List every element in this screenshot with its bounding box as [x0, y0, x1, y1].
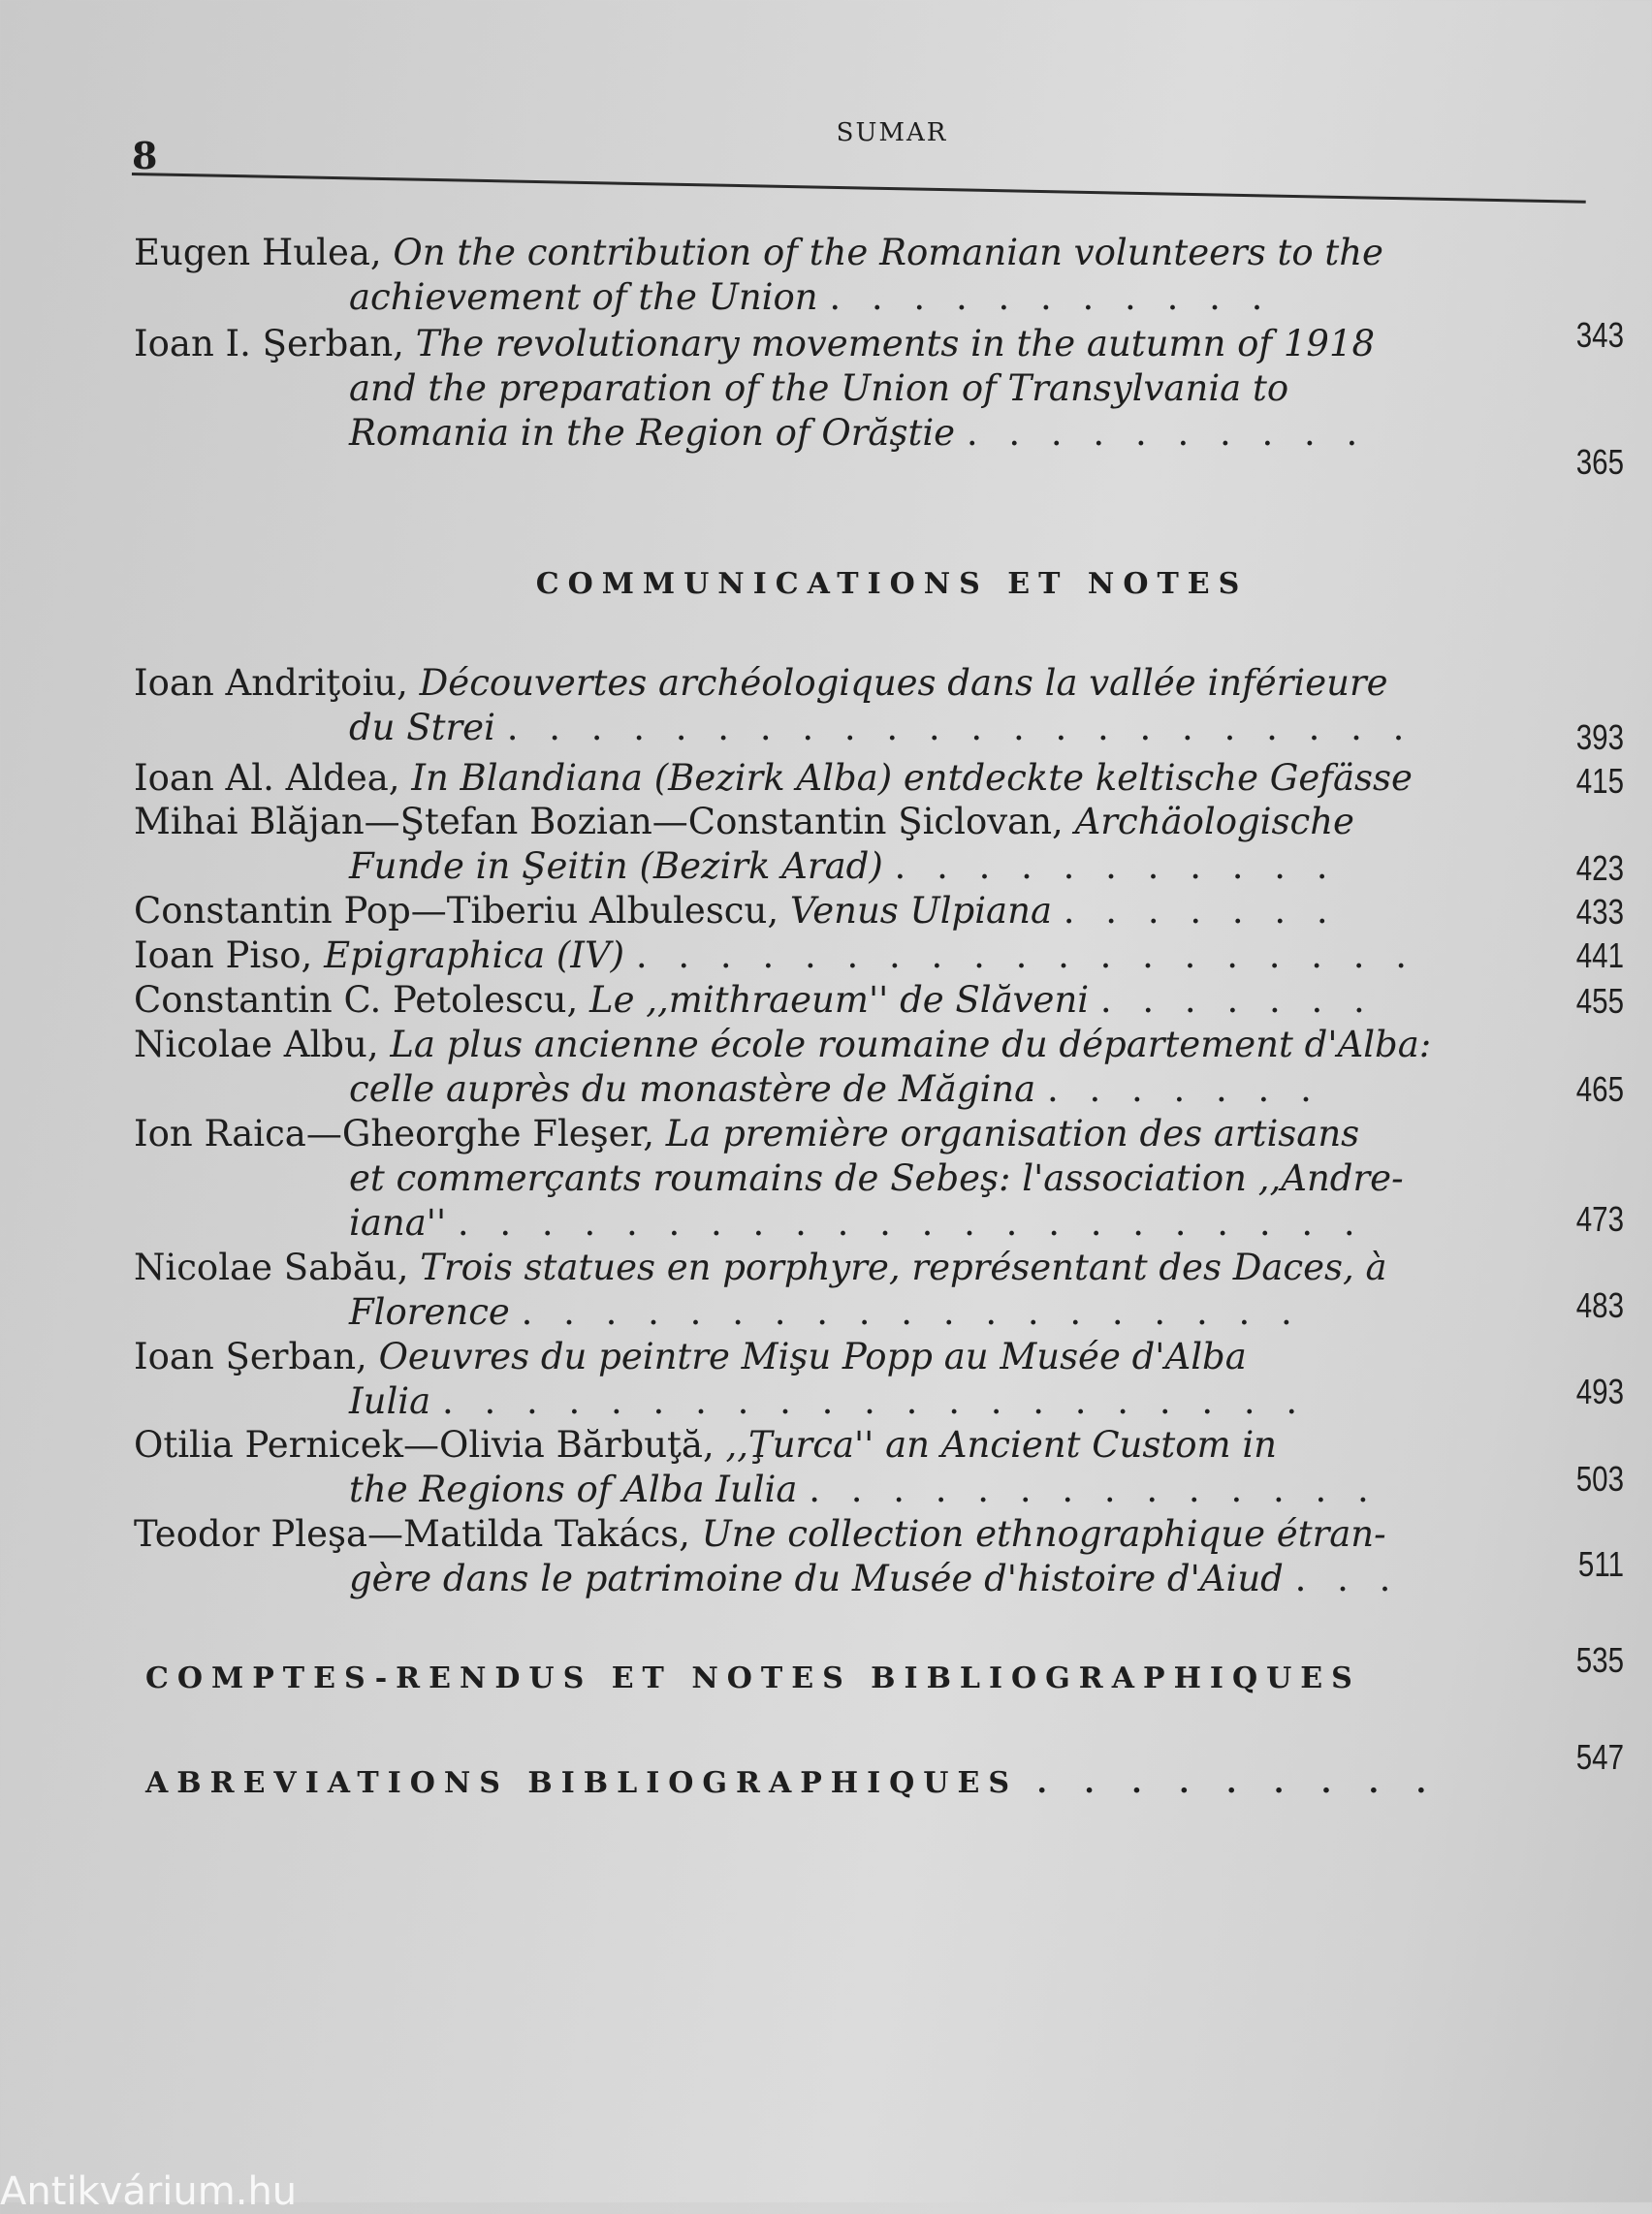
- toc-entry: Nicolae Sabău, Trois statues en porphyre, représentant des Daces, à Florence . . . . . . . . . . . . . . . . . . .: [134, 1247, 1387, 1333]
- entry-author: Ioan Andriţoiu,: [134, 662, 420, 704]
- entry-title-cont: celle auprès du monastère de Măgina: [349, 1068, 1036, 1110]
- entry-page-number: 441: [1575, 935, 1624, 975]
- entry-page-number: 483: [1575, 1285, 1624, 1325]
- entry-title-cont: the Regions of Alba Iulia: [349, 1469, 798, 1510]
- toc-entry: Constantin C. Petolescu, Le ,,mithraeum'' de Slăveni . . . . . . .: [134, 979, 1375, 1021]
- toc-entry: Mihai Blăjan—Ştefan Bozian—Constantin Şiclovan, Archäologische Funde in Şeitin (Bezirk Arad) . . . . . . . . . . .: [134, 801, 1354, 887]
- entry-title: Trois statues en porphyre, représentant des Daces, à: [420, 1247, 1387, 1288]
- entry-author: Ion Raica—Gheorghe Fleşer,: [134, 1113, 666, 1154]
- toc-entry-serban-1918: Ioan I. Şerban, The revolutionary movements in the autumn of 1918 and the preparation of the Union of Transylvania to Romania in the Region of Orăştie . . . . . . . . . .: [134, 323, 1376, 454]
- entry-page-number: 415: [1575, 761, 1624, 801]
- entry-page-number: 393: [1575, 717, 1624, 757]
- entry-author: Constantin C. Petolescu,: [134, 979, 590, 1021]
- toc-entry: Nicolae Albu, La plus ancienne école roumaine du département d'Alba: celle auprès du monastère de Măgina . . . . . . .: [134, 1024, 1432, 1110]
- entry-page-number: 433: [1575, 892, 1624, 932]
- entry-title: The revolutionary movements in the autumn of 1918: [415, 323, 1376, 364]
- toc-entry: Otilia Pernicek—Olivia Bărbuţă, ,,Ţurca'' an Ancient Custom in the Regions of Alba Iulia . . . . . . . . . . . . . .: [134, 1424, 1379, 1510]
- entry-author: Ioan Şerban,: [134, 1336, 379, 1377]
- entry-title: La première organisation des artisans: [665, 1113, 1360, 1154]
- entry-page-number: 455: [1575, 981, 1624, 1021]
- entry-page-number: 535: [1575, 1640, 1624, 1680]
- section-heading: COMMUNICATIONS ET NOTES: [535, 567, 1249, 601]
- running-head: SUMAR: [836, 118, 948, 147]
- entry-page-number: 503: [1575, 1459, 1624, 1499]
- entry-page-number: 473: [1575, 1199, 1624, 1239]
- entry-page-number: 423: [1575, 848, 1624, 888]
- entry-title-cont: et commerçants roumains de Sebeş: l'association ,,Andre-: [349, 1157, 1404, 1199]
- toc-entry-hulea: Eugen Hulea, On the contribution of the Romanian volunteers to the achievement of the Union . . . . . . . . . . .: [134, 232, 1383, 318]
- entry-title: Oeuvres du peintre Mişu Popp au Musée d'Alba: [378, 1336, 1247, 1377]
- entry-title-cont: Florence: [349, 1291, 510, 1333]
- entry-title: Le ,,mithraeum'' de Slăveni: [589, 979, 1090, 1021]
- entry-title-cont: iana'': [349, 1202, 447, 1244]
- toc-entry: Ioan Piso, Epigraphica (IV) . . . . . . . . . . . . . . . . . . .: [134, 934, 1417, 976]
- toc-entry: Ioan Andriţoiu, Découvertes archéologiques dans la vallée inférieure du Strei . . . . . . . . . . . . . . . . . . . . . .: [134, 662, 1414, 748]
- entry-title-cont: Romania in the Region of Orăştie: [349, 412, 956, 454]
- entry-author: Ioan Al. Aldea,: [134, 757, 412, 799]
- entry-author: Constantin Pop—Tiberiu Albulescu,: [134, 890, 790, 932]
- toc-entry: [134, 756, 1486, 801]
- entry-author: Nicolae Albu,: [134, 1024, 391, 1065]
- entry-title-cont: du Strei: [349, 707, 495, 748]
- toc-entry: Constantin Pop—Tiberiu Albulescu, Venus Ulpiana . . . . . . .: [134, 890, 1338, 932]
- entry-author: Mihai Blăjan—Ştefan Bozian—Constantin Şiclovan,: [134, 801, 1075, 842]
- toc-entry: Ion Raica—Gheorghe Fleşer, La première organisation des artisans et commerçants roumains de Sebeş: l'association ,,Andre- iana'' . . . . . . . . . . . . . . . . . . . . . .: [134, 1113, 1404, 1244]
- entry-title-cont: and the preparation of the Union of Transylvania to: [349, 367, 1289, 409]
- watermark: Antikvárium.hu: [0, 2169, 298, 2214]
- entry-title-cont: gère dans le patrimoine du Musée d'histoire d'Aiud: [349, 1558, 1284, 1599]
- back-matter-heading: ABREVIATIONS BIBLIOGRAPHIQUES . . . . . . . . .: [145, 1766, 1441, 1800]
- entry-title: In Blandiana (Bezirk Alba) entdeckte keltische Gefässe: [411, 757, 1413, 799]
- entry-title-cont: achievement of the Union: [349, 276, 818, 318]
- entry-page-number: 343: [1575, 315, 1624, 355]
- page-number: 8: [132, 134, 158, 177]
- entry-page-number: 365: [1575, 442, 1624, 482]
- entry-title: Venus Ulpiana: [789, 890, 1053, 932]
- entry-page-number: 465: [1575, 1069, 1624, 1109]
- toc-entry: Teodor Pleşa—Matilda Takács, Une collection ethnographique étran- gère dans le patrimoine du Musée d'histoire d'Aiud . . .: [134, 1513, 1401, 1599]
- entry-title: On the contribution of the Romanian volunteers to the: [393, 232, 1383, 273]
- entry-title: Archäologische: [1074, 801, 1354, 842]
- entry-title-cont: Iulia: [349, 1380, 431, 1422]
- entry-page-number: 493: [1575, 1372, 1624, 1411]
- entry-title: Epigraphica (IV): [324, 934, 625, 976]
- entry-title: Découvertes archéologiques dans la vallée inférieure: [419, 662, 1388, 704]
- entry-author: Eugen Hulea,: [134, 232, 394, 273]
- entry-title: Une collection ethnographique étran-: [701, 1513, 1386, 1555]
- entry-author: Teodor Pleşa—Matilda Takács,: [134, 1513, 702, 1555]
- entry-author: Ioan I. Şerban,: [134, 323, 416, 364]
- toc-entry: Ioan Şerban, Oeuvres du peintre Mişu Popp au Musée d'Alba Iulia . . . . . . . . . . . . . . . . . . . . .: [134, 1336, 1308, 1422]
- entry-page-number: 547: [1575, 1737, 1624, 1777]
- entry-author: Ioan Piso,: [134, 934, 325, 976]
- entry-title: La plus ancienne école roumaine du département d'Alba:: [390, 1024, 1432, 1065]
- entry-page-number: 511: [1577, 1544, 1624, 1584]
- entry-author: Nicolae Sabău,: [134, 1247, 421, 1288]
- entry-author: Otilia Pernicek—Olivia Bărbuţă,: [134, 1424, 726, 1466]
- header-rule: [132, 173, 1586, 204]
- back-matter-heading: COMPTES-RENDUS ET NOTES BIBLIOGRAPHIQUES: [145, 1661, 1361, 1695]
- entry-title: ,,Ţurca'' an Ancient Custom in: [725, 1424, 1277, 1466]
- entry-title-cont: Funde in Şeitin (Bezirk Arad): [349, 845, 883, 887]
